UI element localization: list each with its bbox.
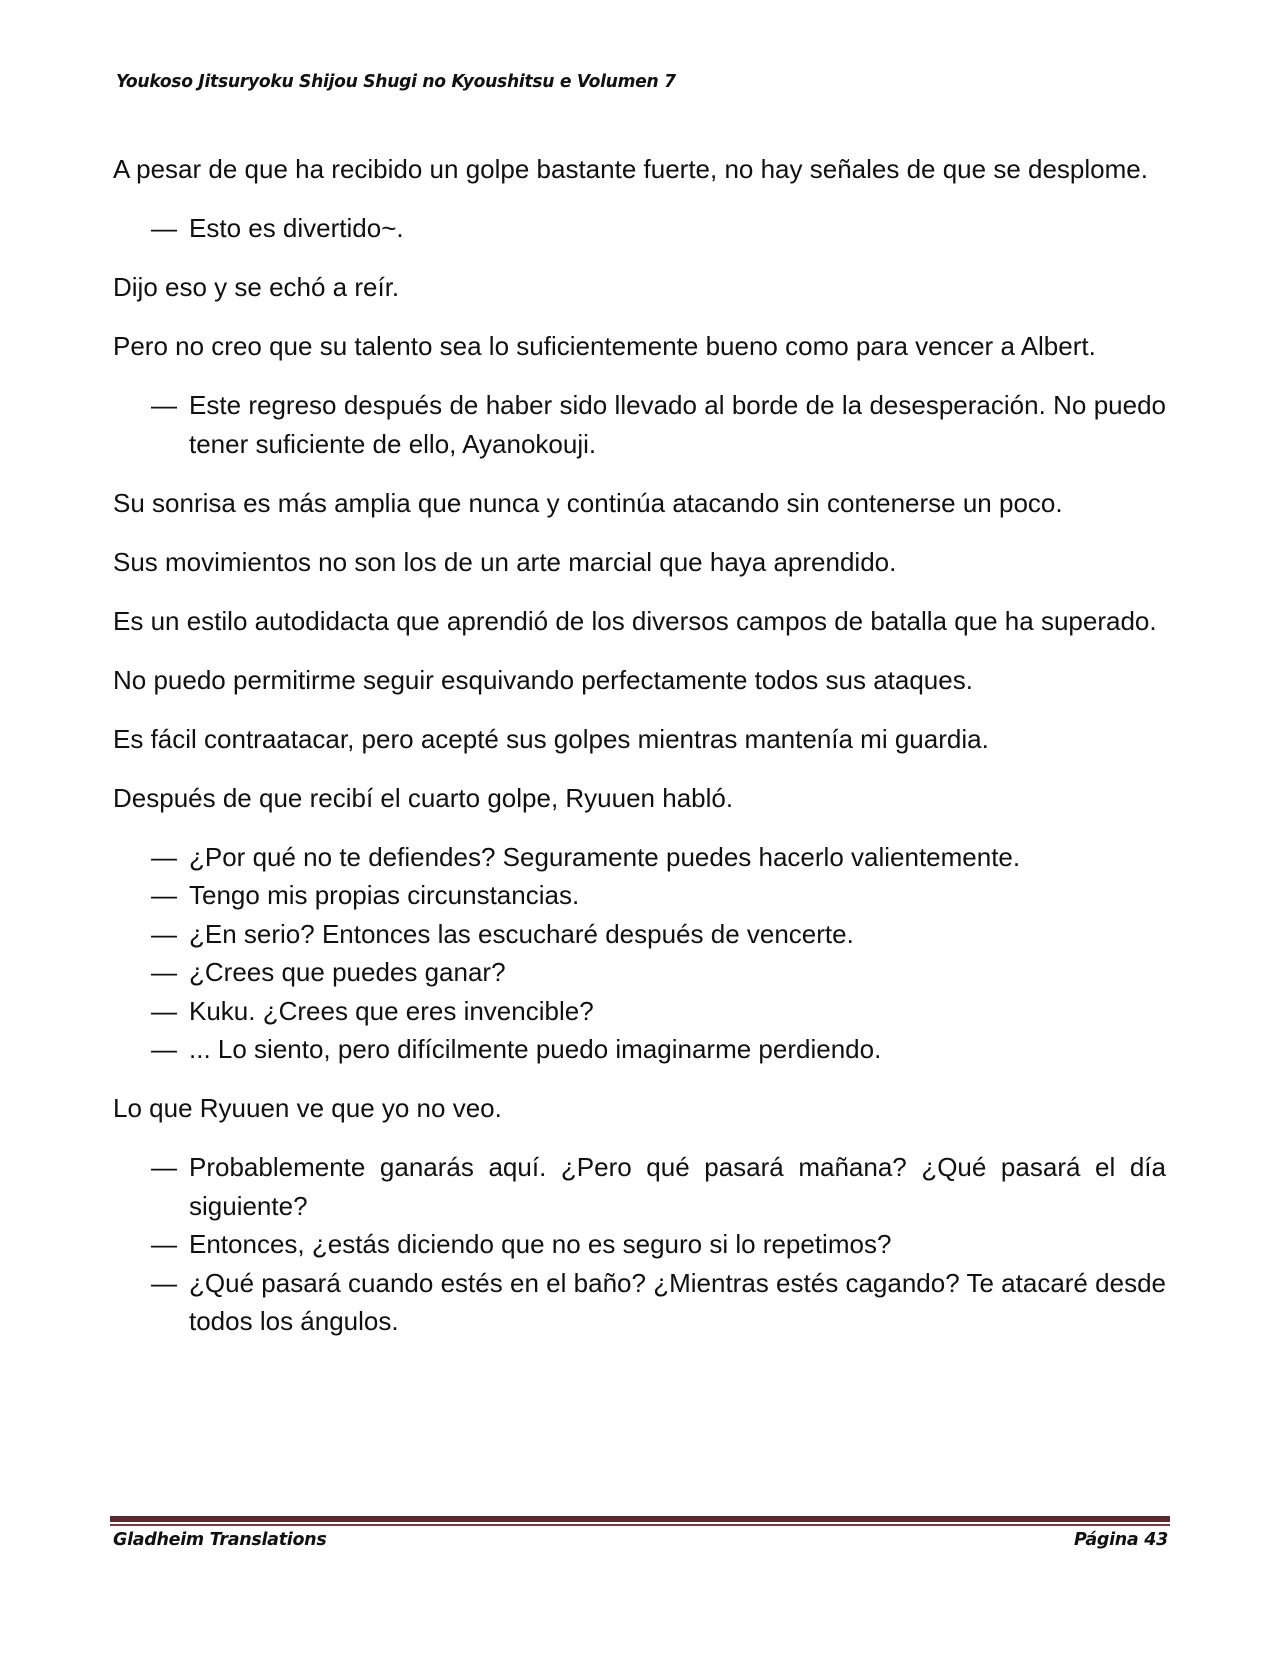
- paragraph: Lo que Ryuuen ve que yo no veo.: [113, 1093, 502, 1123]
- dialogue-line: [113, 386, 1166, 463]
- dialogue-group: [113, 386, 1166, 463]
- paragraph: No puedo permitirme seguir esquivando perfectamente todos sus ataques.: [113, 664, 973, 695]
- dialogue-line: [113, 953, 1166, 992]
- em-dash: —: [151, 1229, 177, 1259]
- page-number: Página 43: [1073, 1530, 1168, 1550]
- dialogue-text: ... Lo siento, pero difícilmente puedo imaginarme perdiendo.: [189, 1034, 882, 1064]
- em-dash: —: [151, 1152, 177, 1182]
- dialogue-line: [113, 876, 1166, 915]
- paragraph: Es fácil contraatacar, pero acepté sus golpes mientras mantenía mi guardia.: [113, 723, 989, 754]
- dialogue-line: [113, 1225, 1166, 1264]
- footer-credit: Gladheim Translations: [113, 1530, 327, 1550]
- dialogue-text: Kuku. ¿Crees que eres invencible?: [189, 995, 594, 1026]
- em-dash: —: [151, 957, 177, 987]
- dialogue-line: [113, 915, 1166, 954]
- running-header: Youkoso Jitsuryoku Shijou Shugi no Kyoushitsu e Volumen 7: [116, 72, 676, 92]
- dialogue-line: [113, 209, 1166, 248]
- dialogue-group: [113, 838, 1166, 1069]
- paragraph: Después de que recibí el cuarto golpe, Ryuuen habló.: [113, 782, 734, 813]
- dialogue-group: [113, 209, 1166, 248]
- dialogue-group: [113, 1148, 1166, 1341]
- dialogue-line: [113, 838, 1166, 877]
- dialogue-text: Esto es divertido~.: [189, 213, 404, 243]
- dialogue-line: [113, 1030, 1166, 1069]
- dialogue-text: ¿Crees que puedes ganar?: [189, 957, 506, 987]
- dialogue-line: [113, 1148, 1166, 1225]
- paragraph: A pesar de que ha recibido un golpe bastante fuerte, no hay señales de que se desplome.: [113, 154, 1148, 184]
- paragraph: Pero no creo que su talento sea lo suficientemente bueno como para vencer a Albert.: [113, 331, 1096, 361]
- em-dash: —: [151, 918, 177, 949]
- paragraph: Es un estilo autodidacta que aprendió de los diversos campos de batalla que ha superado.: [113, 605, 1157, 636]
- dialogue-text: ¿Por qué no te defiendes? Seguramente puedes hacerlo valientemente.: [189, 841, 1021, 872]
- page-body: [113, 150, 1166, 1361]
- dialogue-text: Tengo mis propias circunstancias.: [189, 880, 580, 910]
- footer-rule: [110, 1516, 1170, 1522]
- em-dash: —: [151, 390, 177, 420]
- paragraph: Su sonrisa es más amplia que nunca y continúa atacando sin contenerse un poco.: [113, 487, 1063, 518]
- dialogue-line: [113, 1264, 1166, 1341]
- em-dash: —: [151, 1267, 177, 1298]
- em-dash: —: [151, 213, 177, 243]
- dialogue-text: ¿Qué pasará cuando estés en el baño? ¿Mientras estés cagando? Te atacaré desde todos los ángulos.: [189, 1267, 1166, 1336]
- dialogue-text: Probablemente ganarás aquí. ¿Pero qué pasará mañana? ¿Qué pasará el día siguiente?: [189, 1152, 1166, 1221]
- dialogue-text: Este regreso después de haber sido llevado al borde de la desesperación. No puedo tener suficiente de ello, Ayanokouji.: [189, 390, 1166, 459]
- footer-rule-thin: [110, 1524, 1170, 1526]
- dialogue-text: ¿En serio? Entonces las escucharé después de vencerte.: [189, 918, 854, 949]
- paragraph: Sus movimientos no son los de un arte marcial que haya aprendido.: [113, 546, 897, 577]
- dialogue-line: [113, 992, 1166, 1031]
- em-dash: —: [151, 1034, 177, 1064]
- em-dash: —: [151, 880, 177, 910]
- em-dash: —: [151, 841, 177, 872]
- em-dash: —: [151, 995, 177, 1026]
- dialogue-text: Entonces, ¿estás diciendo que no es seguro si lo repetimos?: [189, 1229, 892, 1259]
- paragraph: Dijo eso y se echó a reír.: [113, 272, 400, 302]
